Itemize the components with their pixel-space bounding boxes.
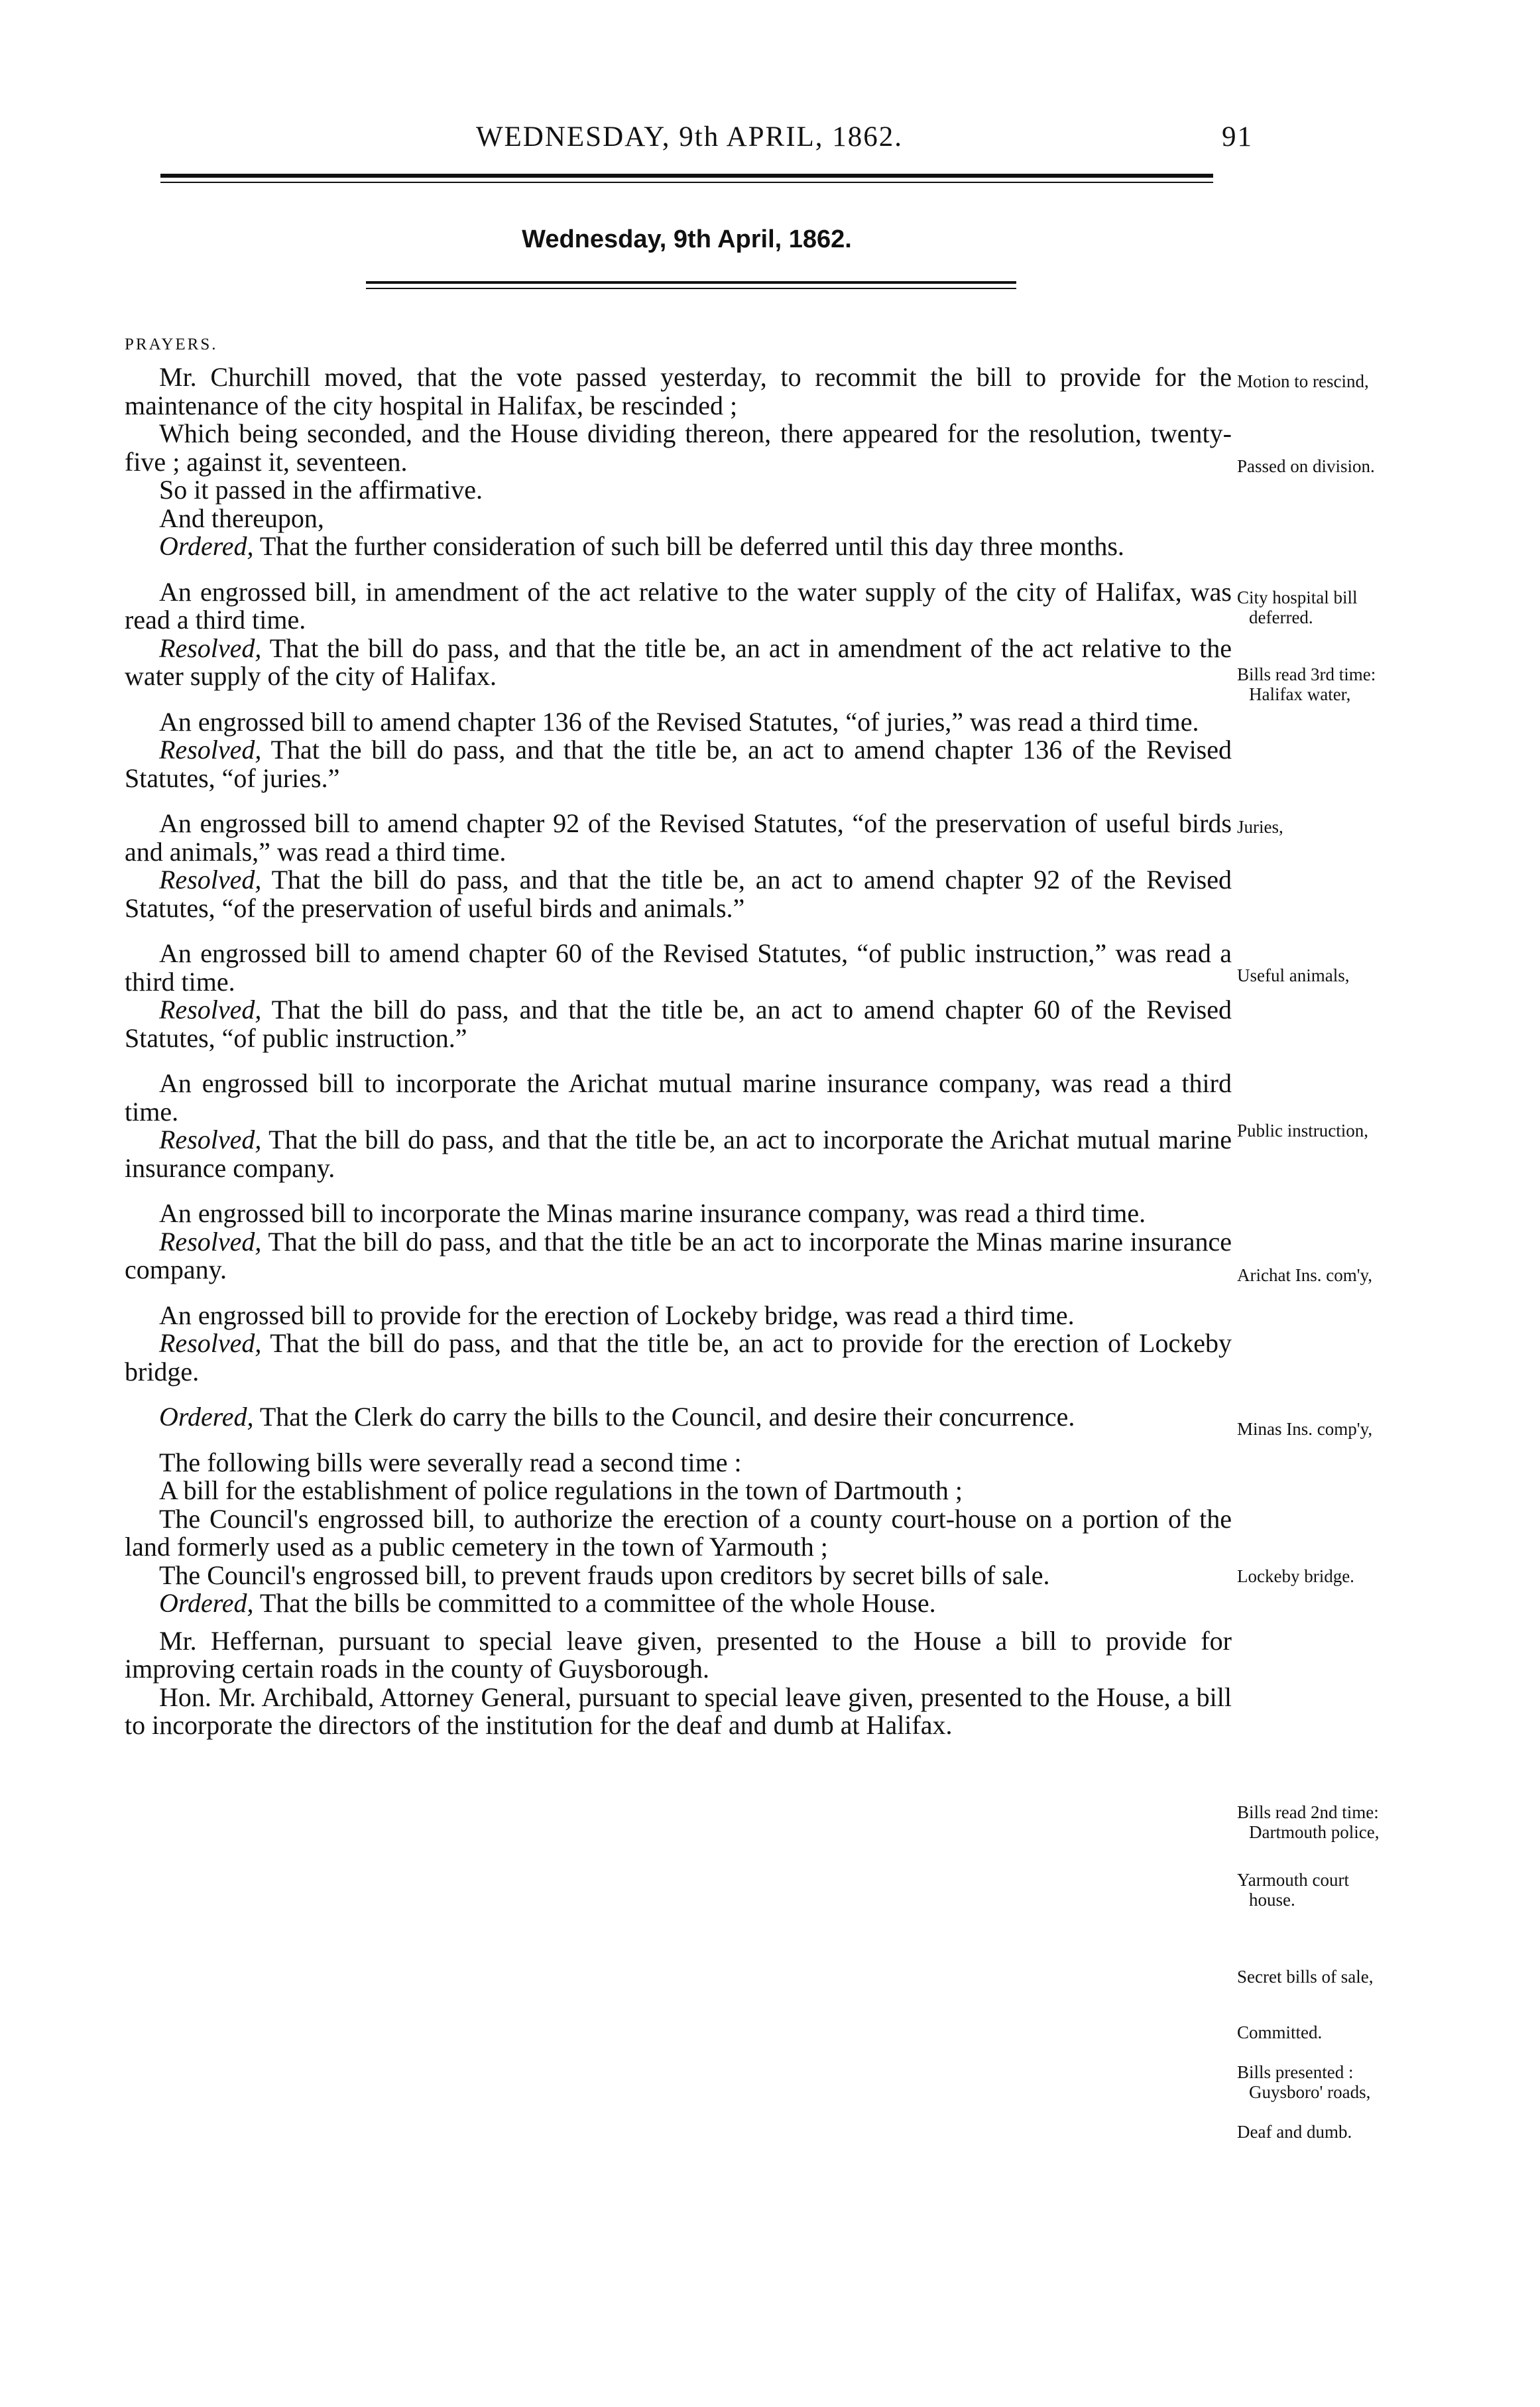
margin-note: Public instruction,: [1237, 1121, 1368, 1141]
heading-rule-thick: [366, 281, 1016, 284]
paragraph: An engrossed bill to amend chapter 92 of the Revised Statutes, “of the preservation of useful birds and animals,” was read a third time.: [125, 808, 1232, 867]
margin-note: Arichat Ins. com'y,: [1237, 1265, 1373, 1285]
paragraph: The Council's engrossed bill, to authorize the erection of a county court-house on a portion of the land formerly used as a public cemetery in the town of Yarmouth ;: [125, 1503, 1232, 1562]
paragraph: Resolved, That the bill do pass, and that the title be, an act to amend chapter 60 of the Revised Statutes, “of public instruction.”: [125, 995, 1232, 1053]
header-rule-thin: [160, 182, 1213, 183]
paragraph: An engrossed bill to amend chapter 60 of the Revised Statutes, “of public instruction,” was read a third time.: [125, 938, 1232, 997]
paragraph: Ordered, That the bills be committed to a committee of the whole House.: [159, 1588, 936, 1618]
paragraph: Mr. Heffernan, pursuant to special leave given, presented to the House a bill to provide for improving certain roads in the county of Guysborough.: [125, 1625, 1232, 1684]
running-title: WEDNESDAY, 9th APRIL, 1862.: [475, 121, 904, 153]
margin-note: Deaf and dumb.: [1237, 2122, 1352, 2142]
heading-rule-thin: [366, 288, 1016, 289]
margin-note: Motion to rescind,: [1237, 371, 1369, 391]
paragraph: Which being seconded, and the House dividing thereon, there appeared for the resolution, twenty-five ; against it, seventeen.: [125, 418, 1232, 477]
paragraph: An engrossed bill, in amendment of the act relative to the water supply of the city of Halifax, was read a third time.: [125, 576, 1232, 635]
margin-note: Juries,: [1237, 817, 1283, 837]
header-rule-thick: [160, 174, 1213, 178]
margin-note: Bills read 3rd time: Halifax water,: [1237, 664, 1376, 704]
margin-note: Lockeby bridge.: [1237, 1566, 1354, 1586]
paragraph: And thereupon,: [159, 503, 324, 533]
journal-body: [125, 363, 1232, 1740]
margin-note: Bills read 2nd time: Dartmouth police,: [1237, 1802, 1380, 1842]
paragraph: So it passed in the affirmative.: [159, 475, 483, 505]
paragraph: An engrossed bill to incorporate the Minas marine insurance company, was read a third time.: [159, 1198, 1146, 1228]
paragraph: An engrossed bill to provide for the erection of Lockeby bridge, was read a third time.: [159, 1300, 1075, 1330]
paragraph: Resolved, That the bill do pass, and that the title be, an act in amendment of the act relative to the water supply of the city of Halifax.: [125, 633, 1232, 691]
day-heading: Wednesday, 9th April, 1862.: [522, 225, 852, 253]
paragraph: Hon. Mr. Archibald, Attorney General, pursuant to special leave given, presented to the House, a bill to incorporate the directors of the institution for the deaf and dumb at Halifax.: [125, 1682, 1232, 1740]
margin-note: Yarmouth court house.: [1237, 1870, 1350, 1910]
paragraph: An engrossed bill to incorporate the Arichat mutual marine insurance company, was read a third time.: [125, 1068, 1232, 1127]
margin-note: Useful animals,: [1237, 965, 1350, 985]
paragraph: Resolved, That the bill do pass, and that the title be, an act to amend chapter 92 of the Revised Statutes, “of the preservation of useful birds and animals.”: [125, 865, 1232, 923]
paragraph: Resolved, That the bill do pass, and that the title be, an act to provide for the erection of Lockeby bridge.: [125, 1328, 1232, 1387]
paragraph: An engrossed bill to amend chapter 136 of the Revised Statutes, “of juries,” was read a third time.: [159, 706, 1199, 737]
paragraph: The Council's engrossed bill, to prevent frauds upon creditors by secret bills of sale.: [159, 1560, 1050, 1590]
margin-note: City hospital bill deferred.: [1237, 587, 1358, 627]
prayers-label: PRAYERS.: [125, 336, 218, 353]
margin-note: Committed.: [1237, 2022, 1323, 2042]
margin-note: Secret bills of sale,: [1237, 1967, 1374, 1987]
paragraph: Resolved, That the bill do pass, and that the title be, an act to incorporate the Arichat mutual marine insurance company.: [125, 1125, 1232, 1183]
paragraph: Resolved, That the bill do pass, and that the title be, an act to amend chapter 136 of the Revised Statutes, “of juries.”: [125, 735, 1232, 793]
paragraph: The following bills were severally read a second time :: [159, 1447, 742, 1477]
margin-note: Passed on division.: [1237, 456, 1375, 476]
paragraph: Ordered, That the Clerk do carry the bills to the Council, and desire their concurrence.: [159, 1402, 1075, 1432]
paragraph: Ordered, That the further consideration of such bill be deferred until this day three months.: [159, 531, 1124, 561]
paragraph: Mr. Churchill moved, that the vote passed yesterday, to recommit the bill to provide for the maintenance of the city hospital in Halifax, be rescinded ;: [125, 362, 1232, 420]
margin-note: Minas Ins. comp'y,: [1237, 1419, 1373, 1439]
paragraph: Resolved, That the bill do pass, and that the title be an act to incorporate the Minas marine insurance company.: [125, 1226, 1232, 1284]
margin-note: Bills presented : Guysboro' roads,: [1237, 2062, 1371, 2102]
paragraph: A bill for the establishment of police regulations in the town of Dartmouth ;: [159, 1475, 963, 1505]
page-number: 91: [1222, 121, 1253, 153]
